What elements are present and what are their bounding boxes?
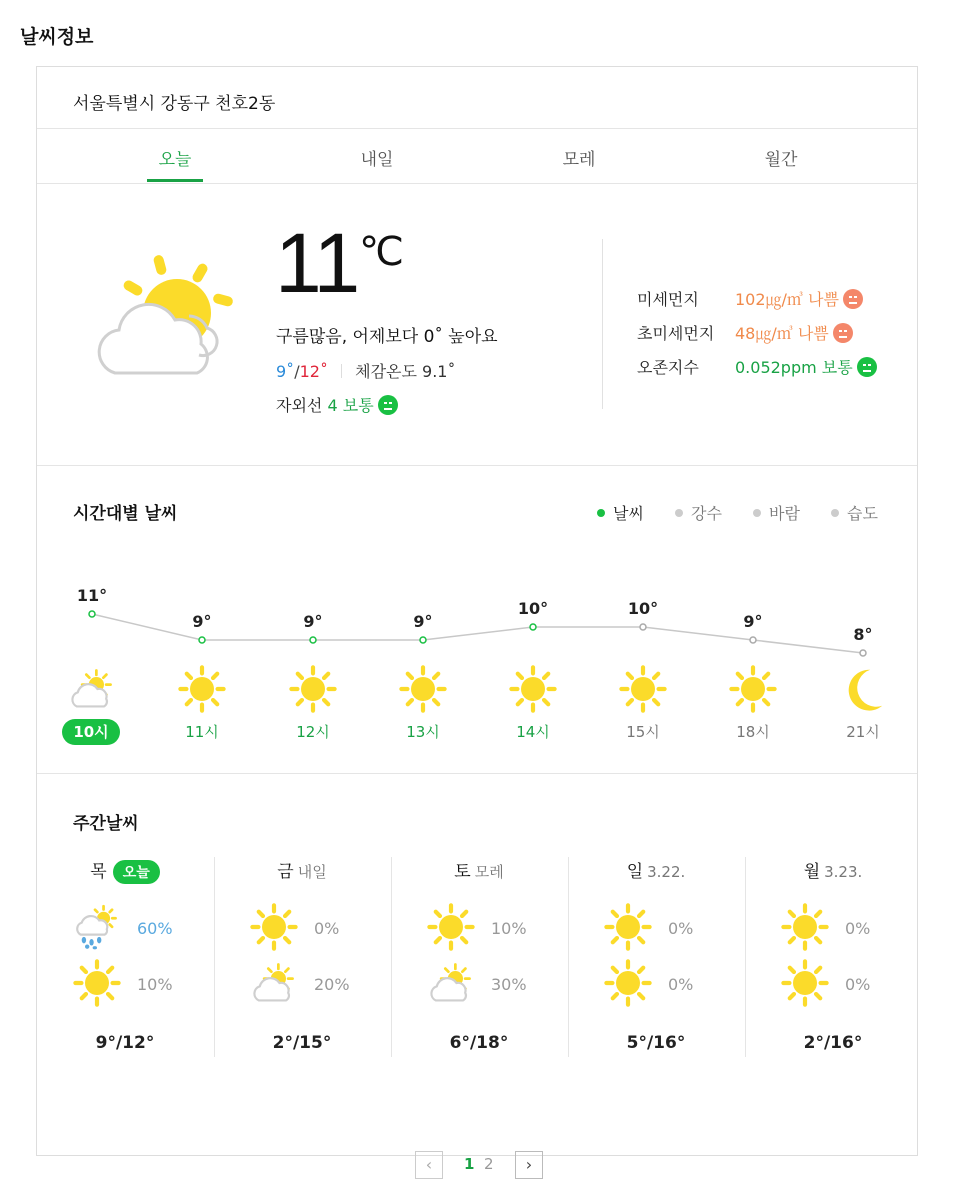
hourly-temp-label: 11° xyxy=(76,586,108,605)
sun-icon xyxy=(729,665,777,713)
temperature-point xyxy=(640,624,646,630)
sun-icon xyxy=(73,959,121,1007)
hourly-icon xyxy=(619,665,667,717)
day-temp-range: 2°/15° xyxy=(272,1033,332,1053)
hourly-time-label: 11시 xyxy=(185,723,219,741)
tab-active-indicator xyxy=(147,179,203,182)
today-badge: 오늘 xyxy=(113,860,160,884)
temperature-point xyxy=(530,624,536,630)
hourly-icon xyxy=(399,665,447,717)
tab-tomorrow[interactable]: 내일 xyxy=(360,150,394,170)
weather-card xyxy=(36,66,918,1174)
hourly-temperature-chart xyxy=(37,567,917,717)
am-precip: 0% xyxy=(845,919,871,938)
hourly-time-label: 13시 xyxy=(406,723,440,741)
max-temp: 12˚ xyxy=(299,362,328,381)
sun-icon xyxy=(250,903,298,951)
page-2[interactable]: 2 xyxy=(484,1155,494,1173)
weekly-title: 주간날씨 xyxy=(73,814,139,834)
current-temperature: 11 xyxy=(275,216,359,310)
legend-weather[interactable]: 날씨 xyxy=(597,501,644,524)
hourly-icon xyxy=(289,665,337,717)
weekly-day[interactable] xyxy=(568,857,744,1057)
sun-icon xyxy=(427,903,475,951)
temperature-point xyxy=(420,637,426,643)
moon-icon xyxy=(839,665,887,713)
sun-icon xyxy=(509,665,557,713)
sun-icon xyxy=(781,903,829,951)
partly-cloudy-icon xyxy=(68,665,116,713)
am-precip: 60% xyxy=(137,919,173,938)
pm-precip: 30% xyxy=(491,975,527,994)
am-precip: 10% xyxy=(491,919,527,938)
day-temp-range: 5°/16° xyxy=(626,1033,686,1053)
tab-day-after[interactable]: 모레 xyxy=(562,150,596,170)
partly-cloudy-icon xyxy=(427,959,475,1007)
hourly-time-label: 15시 xyxy=(626,723,660,741)
sun-icon xyxy=(781,959,829,1007)
hourly-time-label: 14시 xyxy=(516,723,550,741)
temperature-unit: ℃ xyxy=(359,229,404,275)
hourly-temp-label: 9° xyxy=(413,612,433,631)
hourly-time-label: 21시 xyxy=(846,723,880,741)
pm-precip: 0% xyxy=(845,975,871,994)
day-header: 일 3.22. xyxy=(626,862,686,882)
day-subtitle: 3.22. xyxy=(647,863,686,881)
divider xyxy=(37,773,917,774)
hourly-time-label: 12시 xyxy=(296,723,330,741)
pm-precip: 0% xyxy=(668,975,694,994)
page-1[interactable]: 1 xyxy=(464,1155,475,1173)
divider xyxy=(37,128,917,129)
day-temp-range: 9°/12° xyxy=(95,1033,155,1053)
tab-monthly[interactable]: 월간 xyxy=(764,150,798,170)
day-header: 토 모레 xyxy=(454,862,504,882)
day-temp-range: 2°/16° xyxy=(803,1033,863,1053)
location-title: 서울특별시 강동구 천호2동 xyxy=(73,94,276,114)
sun-icon xyxy=(289,665,337,713)
pm-precip: 20% xyxy=(314,975,350,994)
hourly-icon xyxy=(178,665,226,717)
day-subtitle: 3.23. xyxy=(824,863,863,881)
temperature-point xyxy=(310,637,316,643)
sun-icon xyxy=(178,665,226,713)
feels-like: 체감온도 9.1˚ xyxy=(355,362,456,381)
air-ozone: 오존지수 0.052ppm 보통 xyxy=(637,355,699,378)
temperature-point xyxy=(750,637,756,643)
legend-precipitation[interactable]: 강수 xyxy=(675,501,722,524)
hourly-title: 시간대별 날씨 xyxy=(73,504,178,524)
next-page-button[interactable]: › xyxy=(515,1151,543,1179)
weekly-day[interactable] xyxy=(214,857,390,1057)
prev-page-button[interactable]: ‹ xyxy=(415,1151,443,1179)
weather-summary: 구름많음, 어제보다 0˚ 높아요 xyxy=(276,327,498,347)
partly-cloudy-icon xyxy=(250,959,298,1007)
pm-precip: 10% xyxy=(137,975,173,994)
weekly-day[interactable] xyxy=(745,857,921,1057)
hourly-time-label: 18시 xyxy=(736,723,770,741)
air-fine-dust: 미세먼지 102㎍/㎥ 나쁨 xyxy=(637,287,699,310)
hourly-temp-label: 9° xyxy=(303,612,323,631)
day-subtitle: 내일 xyxy=(297,863,327,881)
rain-cloud-icon xyxy=(73,903,121,951)
bad-face-icon xyxy=(843,289,863,309)
hourly-temp-label: 10° xyxy=(517,599,549,618)
min-max-temperature xyxy=(276,359,455,382)
good-face-icon xyxy=(378,395,398,415)
hourly-time-label: 10시 xyxy=(62,719,120,745)
page-title: 날씨정보 xyxy=(20,26,94,48)
temperature-point xyxy=(199,637,205,643)
day-temp-range: 6°/18° xyxy=(449,1033,509,1053)
sun-icon xyxy=(399,665,447,713)
temperature-point xyxy=(860,650,866,656)
day-header: 목 오늘 xyxy=(37,857,213,884)
partly-cloudy-icon xyxy=(95,255,245,375)
hourly-icon xyxy=(68,665,116,717)
legend-humidity[interactable]: 습도 xyxy=(831,501,878,524)
tab-today[interactable]: 오늘 xyxy=(158,150,192,170)
sun-icon xyxy=(604,959,652,1007)
air-ultrafine-dust: 초미세먼지 48㎍/㎥ 나쁨 xyxy=(637,321,714,344)
sun-icon xyxy=(604,903,652,951)
weekly-day[interactable] xyxy=(391,857,567,1057)
hourly-temp-label: 9° xyxy=(192,612,212,631)
weekly-day[interactable] xyxy=(37,857,213,1057)
divider xyxy=(37,465,917,466)
uv-label: 자외선 xyxy=(276,396,323,415)
good-face-icon xyxy=(857,357,877,377)
hourly-icon xyxy=(729,665,777,717)
am-precip: 0% xyxy=(668,919,694,938)
hourly-temp-label: 8° xyxy=(853,625,873,644)
hourly-icon xyxy=(839,665,887,717)
temp-separator: / xyxy=(294,362,300,381)
hourly-icon xyxy=(509,665,557,717)
min-temp: 9˚ xyxy=(276,362,295,381)
legend-wind[interactable]: 바람 xyxy=(753,501,800,524)
day-header: 금 내일 xyxy=(277,862,327,882)
divider xyxy=(37,183,917,184)
day-header: 월 3.23. xyxy=(803,862,863,882)
uv-index xyxy=(276,393,398,416)
hourly-temp-label: 10° xyxy=(627,599,659,618)
day-subtitle: 모레 xyxy=(474,863,504,881)
temperature-point xyxy=(89,611,95,617)
am-precip: 0% xyxy=(314,919,340,938)
sun-icon xyxy=(619,665,667,713)
bad-face-icon xyxy=(833,323,853,343)
uv-value: 4 보통 xyxy=(327,396,374,415)
hourly-temp-label: 9° xyxy=(743,612,763,631)
